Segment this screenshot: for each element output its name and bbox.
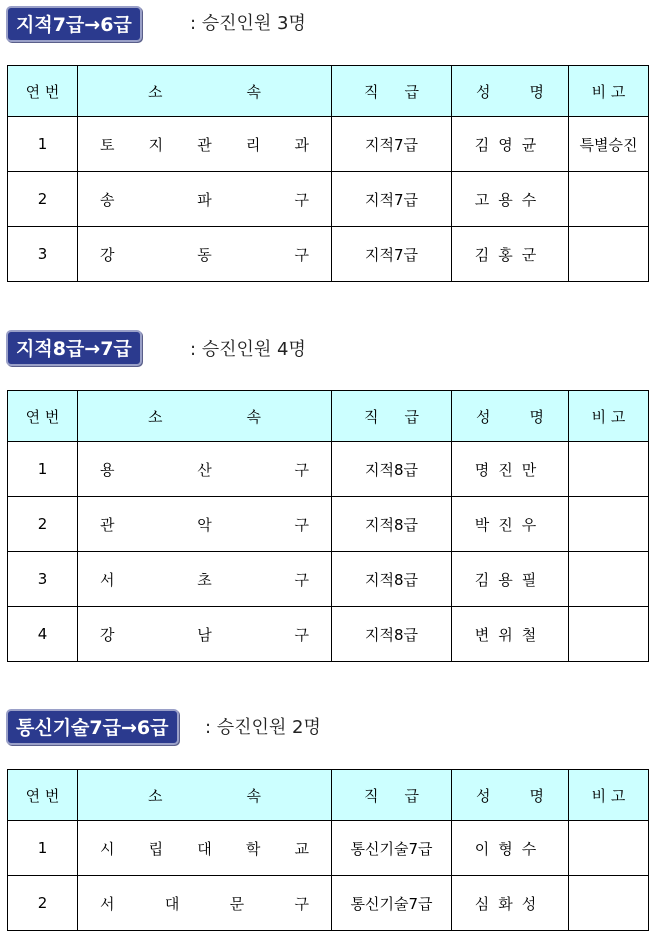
table-row [8,876,649,931]
row-note [569,227,649,282]
row-no: 2 [8,497,78,552]
dept-glyph: 산 [197,460,212,479]
row-dept [78,497,332,552]
table-row [8,552,649,607]
header-glyph: 급 [404,407,419,426]
table-row [8,117,649,172]
row-name: 박진우 [452,497,569,552]
col-grade-label [332,406,451,427]
row-grade: 지적7급 [332,172,452,227]
header-glyph: 소 [148,82,163,101]
col-note-header: 비 고 [569,391,649,442]
row-grade: 지적7급 [332,227,452,282]
dept-glyph: 파 [197,190,212,209]
section-2-table [7,390,649,662]
col-grade-label [332,81,451,102]
dept-glyph: 송 [100,190,115,209]
dept-glyph: 용 [100,460,115,479]
row-grade: 통신기술7급 [332,821,452,876]
col-dept-label [78,406,331,427]
dept-glyph: 관 [100,515,115,534]
col-grade-header [332,770,452,821]
col-name-header [452,391,569,442]
row-grade: 지적8급 [332,497,452,552]
col-no-header: 연 번 [8,391,78,442]
dept-glyph: 지 [148,135,164,154]
table-header-row [8,391,649,442]
section-2-info: : 승진인원 4명 [190,339,306,360]
col-no-header: 연 번 [8,66,78,117]
row-name: 김영균 [452,117,569,172]
dept-label [78,893,331,914]
header-glyph: 성 [476,407,491,426]
row-dept [78,442,332,497]
row-no: 3 [8,552,78,607]
col-grade-header [332,66,452,117]
dept-glyph: 대 [197,839,212,858]
dept-glyph: 구 [294,625,309,644]
row-no: 2 [8,172,78,227]
col-note-header: 비 고 [569,66,649,117]
header-glyph: 소 [148,786,163,805]
col-dept-header [78,66,332,117]
section-3-info: : 승진인원 2명 [205,717,321,738]
dept-glyph: 립 [148,839,164,858]
row-grade: 지적8급 [332,607,452,662]
dept-glyph: 남 [197,625,212,644]
dept-glyph: 구 [294,460,309,479]
row-dept [78,876,332,931]
row-grade: 지적8급 [332,552,452,607]
dept-label [78,244,331,265]
dept-glyph: 학 [245,839,261,858]
row-no: 1 [8,821,78,876]
dept-glyph: 강 [100,245,115,264]
row-name: 변위철 [452,607,569,662]
row-name: 고용수 [452,172,569,227]
row-note [569,172,649,227]
header-glyph: 성 [476,82,491,101]
row-note [569,442,649,497]
header-glyph: 속 [246,407,261,426]
dept-label [78,624,331,645]
header-glyph: 급 [404,786,419,805]
row-dept [78,172,332,227]
col-grade-label [332,785,451,806]
col-name-label [452,81,568,102]
row-note [569,497,649,552]
row-no: 2 [8,876,78,931]
dept-label [78,838,331,859]
dept-glyph: 토 [100,135,115,154]
dept-label [78,459,331,480]
dept-label [78,569,331,590]
row-no: 1 [8,117,78,172]
col-dept-header [78,770,332,821]
dept-glyph: 문 [229,894,245,913]
section-3-badge: 통신기술7급→6급 [6,709,179,745]
row-dept [78,227,332,282]
header-glyph: 명 [529,786,544,805]
row-name: 심화성 [452,876,569,931]
header-glyph: 직 [364,786,379,805]
row-grade: 지적7급 [332,117,452,172]
row-grade: 지적8급 [332,442,452,497]
section-1-table [7,65,649,282]
table-row [8,227,649,282]
row-name: 김용필 [452,552,569,607]
row-dept [78,607,332,662]
col-name-label [452,785,568,806]
col-dept-header [78,391,332,442]
section-1-badge: 지적7급→6급 [6,6,142,42]
row-no: 3 [8,227,78,282]
header-glyph: 직 [364,82,379,101]
dept-label [78,514,331,535]
section-3-table [7,769,649,931]
dept-glyph: 교 [294,839,309,858]
col-no-header: 연 번 [8,770,78,821]
header-glyph: 명 [529,407,544,426]
section-1-info: : 승진인원 3명 [190,13,306,34]
table-header-row [8,770,649,821]
row-name: 김홍군 [452,227,569,282]
row-note [569,821,649,876]
dept-glyph: 악 [197,515,212,534]
table-row [8,497,649,552]
dept-glyph: 구 [294,515,309,534]
dept-glyph: 시 [100,839,115,858]
col-note-header: 비 고 [569,770,649,821]
dept-glyph: 구 [294,245,309,264]
header-glyph: 급 [404,82,419,101]
table-row [8,607,649,662]
header-glyph: 명 [529,82,544,101]
row-dept [78,821,332,876]
dept-glyph: 대 [164,894,180,913]
table-header-row [8,66,649,117]
dept-glyph: 구 [294,570,309,589]
col-dept-label [78,785,331,806]
col-dept-label [78,81,331,102]
row-name: 이형수 [452,821,569,876]
dept-label [78,189,331,210]
dept-label [78,134,331,155]
row-no: 1 [8,442,78,497]
row-note: 특별승진 [569,117,649,172]
row-name: 명진만 [452,442,569,497]
dept-glyph: 초 [197,570,212,589]
table-row [8,172,649,227]
col-name-label [452,406,568,427]
row-no: 4 [8,607,78,662]
dept-glyph: 리 [245,135,261,154]
row-dept [78,552,332,607]
row-note [569,876,649,931]
table-row [8,442,649,497]
col-grade-header [332,391,452,442]
header-glyph: 성 [476,786,491,805]
col-name-header [452,770,569,821]
row-note [569,552,649,607]
dept-glyph: 서 [100,894,115,913]
section-2-badge: 지적8급→7급 [6,330,142,366]
dept-glyph: 관 [197,135,212,154]
header-glyph: 직 [364,407,379,426]
header-glyph: 속 [246,786,261,805]
header-glyph: 속 [246,82,261,101]
row-note [569,607,649,662]
row-dept [78,117,332,172]
col-name-header [452,66,569,117]
dept-glyph: 구 [294,190,309,209]
row-grade: 통신기술7급 [332,876,452,931]
dept-glyph: 강 [100,625,115,644]
dept-glyph: 동 [197,245,212,264]
dept-glyph: 구 [294,894,309,913]
header-glyph: 소 [148,407,163,426]
dept-glyph: 과 [294,135,309,154]
table-row [8,821,649,876]
dept-glyph: 서 [100,570,115,589]
